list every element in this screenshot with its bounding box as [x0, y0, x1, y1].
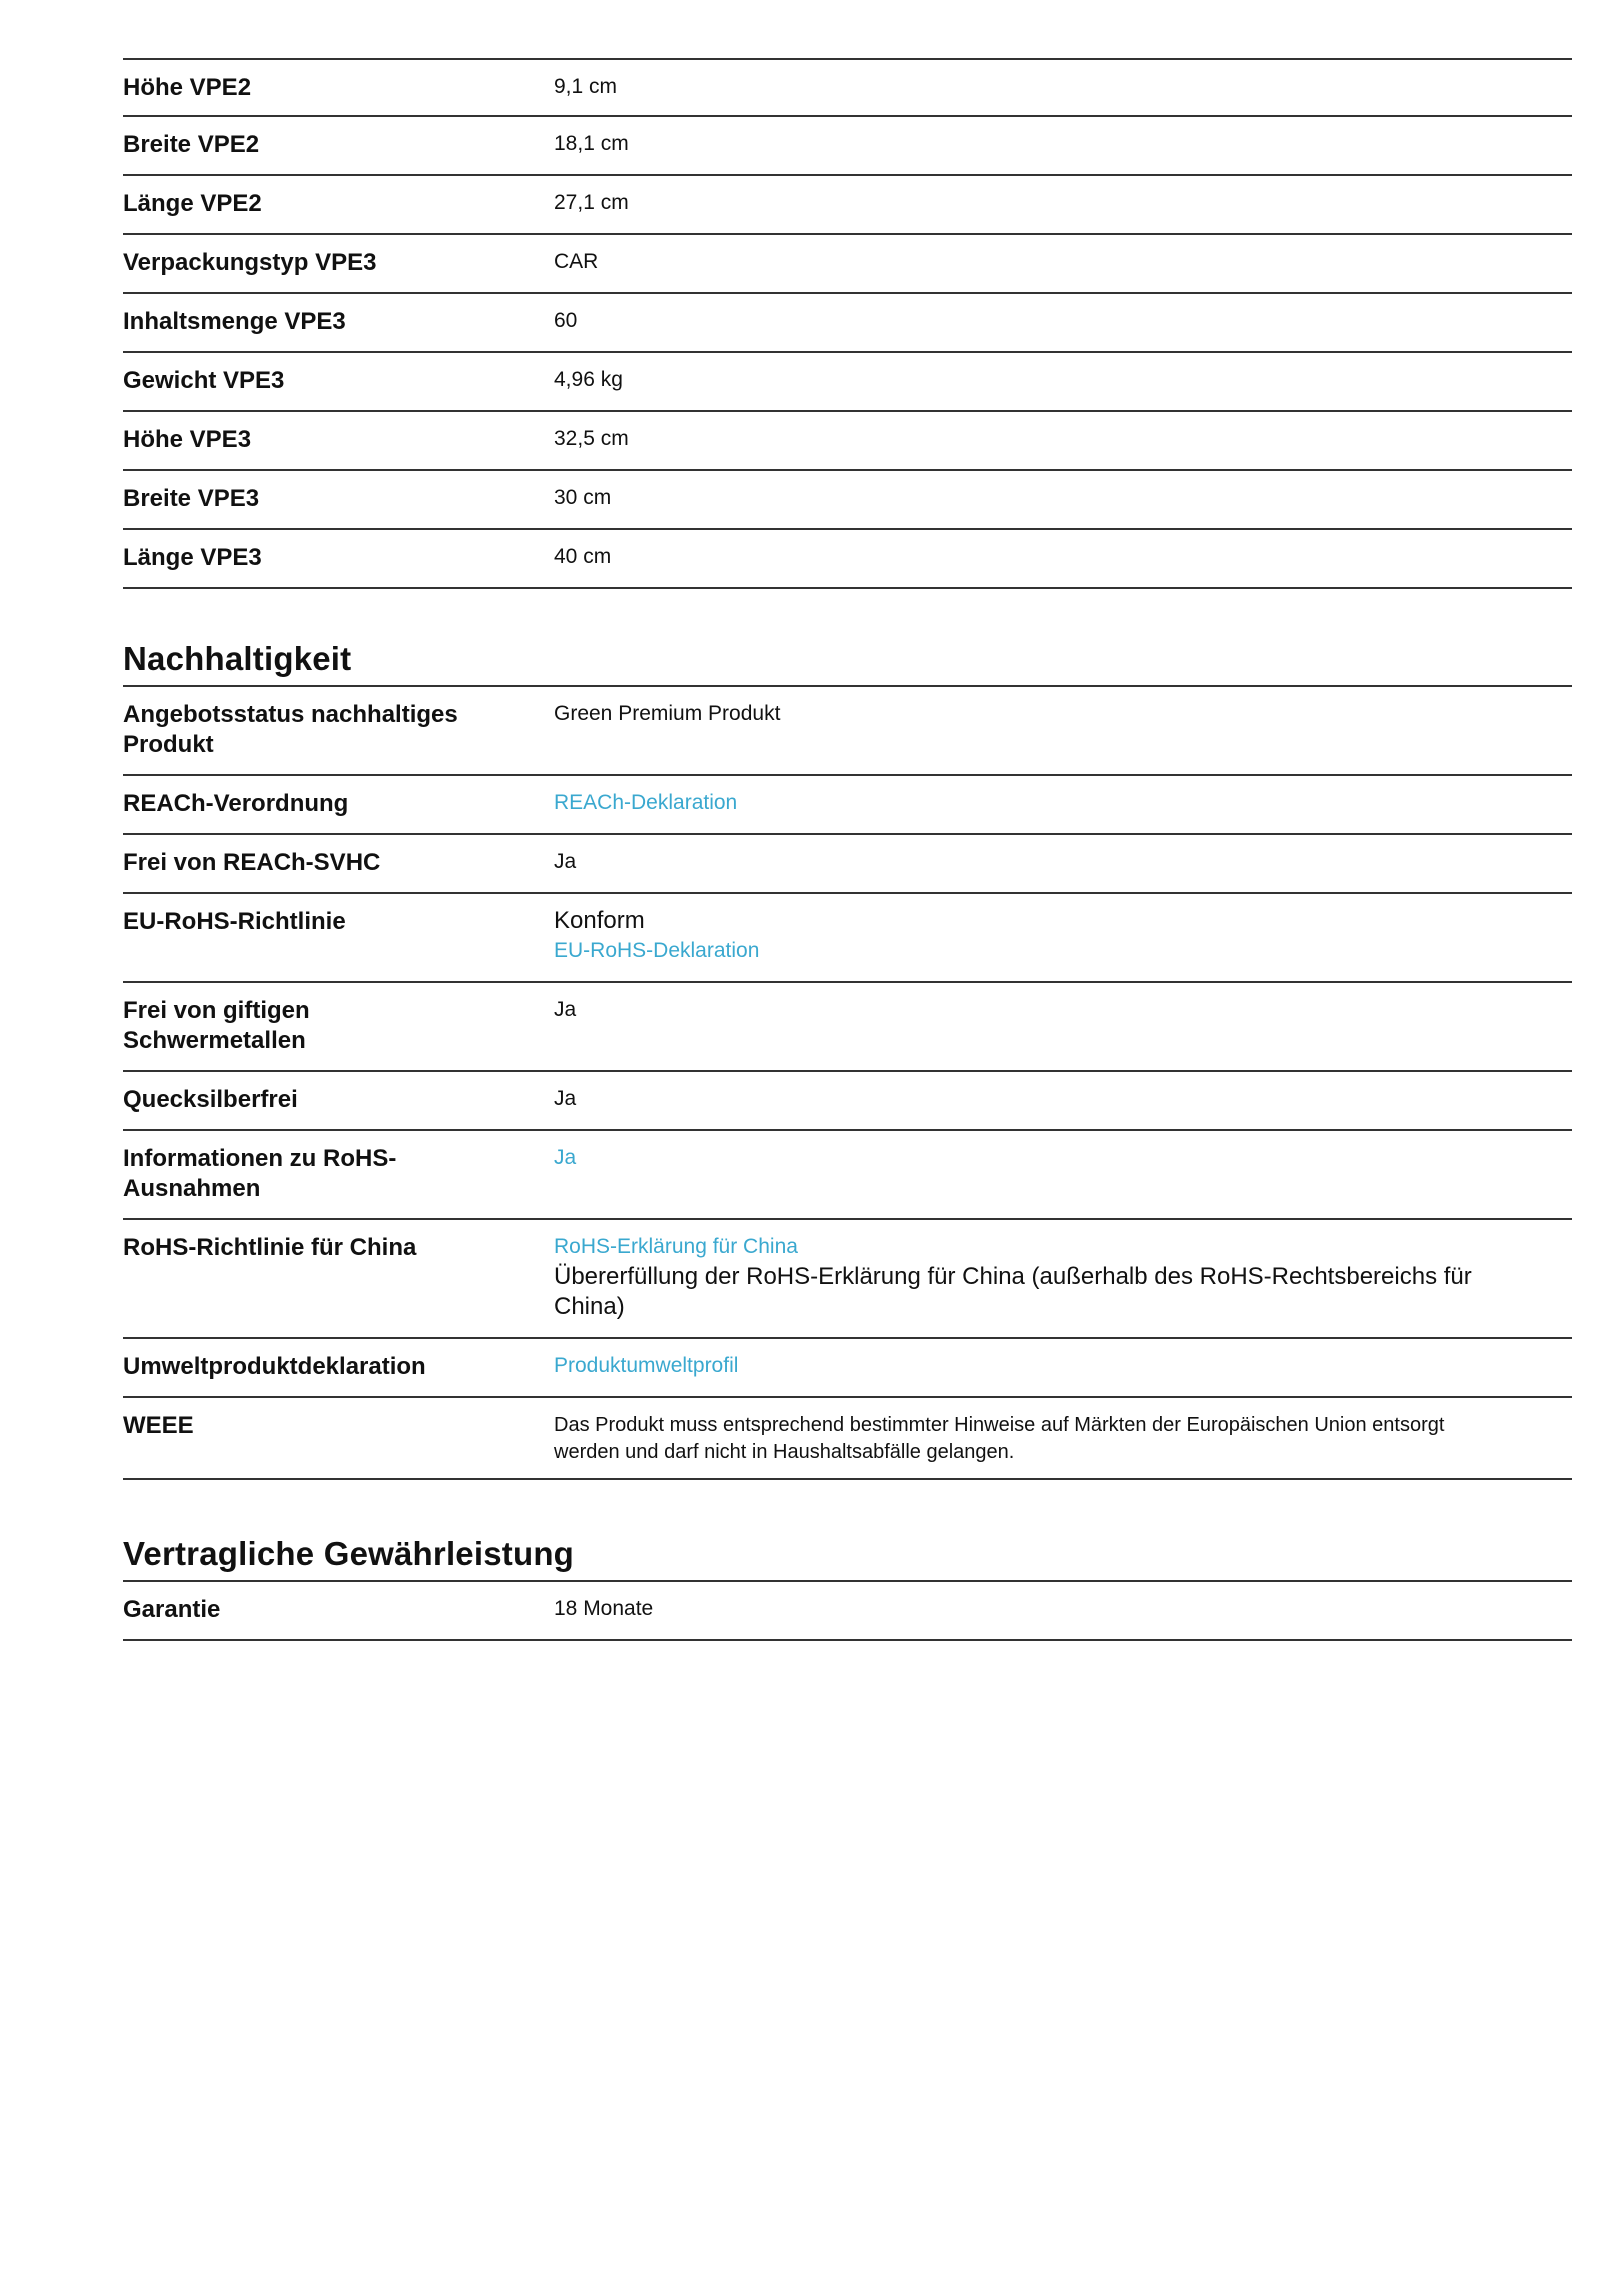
warranty-section — [123, 1534, 1572, 1641]
row-label: Garantie — [123, 1596, 221, 1623]
product-environmental-profile-link[interactable]: Produktumweltprofil — [554, 1354, 739, 1377]
row-value: CAR — [554, 250, 599, 273]
row-label: WEEE — [123, 1412, 194, 1439]
row-label: Breite VPE2 — [123, 131, 260, 158]
table-row — [123, 471, 1572, 530]
table-row — [123, 176, 1572, 235]
rohs-exceptions-link[interactable]: Ja — [554, 1146, 577, 1169]
row-value — [554, 1220, 1572, 1337]
table-row-env-declaration — [123, 1339, 1572, 1398]
table-row-reach — [123, 776, 1572, 835]
row-label-line: Schwermetallen — [123, 1027, 306, 1054]
row-label: REACh-Verordnung — [123, 790, 349, 817]
row-label: EU-RoHS-Richtlinie — [123, 908, 346, 935]
row-value — [554, 1339, 1572, 1396]
china-rohs-declaration-link[interactable]: RoHS-Erklärung für China — [554, 1235, 798, 1258]
row-label-line: Informationen zu RoHS- — [123, 1145, 397, 1172]
row-label: Höhe VPE3 — [123, 426, 252, 453]
row-value: 32,5 cm — [554, 427, 629, 450]
weee-text: werden und darf nicht in Haushaltsabfälle gelangen. — [554, 1441, 1015, 1463]
row-label: Quecksilberfrei — [123, 1086, 298, 1113]
spec-sheet — [123, 58, 1572, 1641]
row-value: Ja — [554, 998, 577, 1021]
table-row-weee — [123, 1398, 1572, 1480]
row-value: 30 cm — [554, 486, 612, 509]
table-row-reach-svhc — [123, 835, 1572, 894]
row-label: Inhaltsmenge VPE3 — [123, 308, 346, 335]
row-value: 60 — [554, 309, 578, 332]
table-row — [123, 58, 1572, 117]
row-label — [123, 1131, 554, 1218]
row-value: 18,1 cm — [554, 132, 629, 155]
section-title-warranty: Vertragliche Gewährleistung — [123, 1534, 1572, 1582]
section-title-sustainability: Nachhaltigkeit — [123, 639, 1572, 687]
row-value — [554, 1398, 1572, 1478]
china-rohs-text: China) — [554, 1293, 625, 1320]
row-value: Ja — [554, 1087, 577, 1110]
table-row — [123, 412, 1572, 471]
row-value: 9,1 cm — [554, 75, 618, 98]
china-rohs-text: Übererfüllung der RoHS-Erklärung für China (außerhalb des RoHS-Rechtsbereichs für — [554, 1263, 1472, 1290]
sustainability-section — [123, 639, 1572, 1480]
table-row — [123, 530, 1572, 589]
row-label — [123, 687, 554, 774]
row-label-line: Produkt — [123, 731, 214, 758]
row-value: 4,96 kg — [554, 368, 623, 391]
table-row — [123, 353, 1572, 412]
row-label: Länge VPE3 — [123, 544, 262, 571]
row-value: 40 cm — [554, 545, 612, 568]
row-value — [554, 894, 1572, 981]
table-row-toxic-metals — [123, 983, 1572, 1072]
row-value: Ja — [554, 850, 577, 873]
table-row-eu-rohs — [123, 894, 1572, 983]
table-row-rohs-exceptions — [123, 1131, 1572, 1220]
eu-rohs-status: Konform — [554, 907, 645, 934]
row-value — [554, 1131, 1572, 1218]
table-row-mercury — [123, 1072, 1572, 1131]
row-label-line: Angebotsstatus nachhaltiges — [123, 701, 458, 728]
table-row-offer-status — [123, 687, 1572, 776]
table-row — [123, 235, 1572, 294]
eu-rohs-declaration-link[interactable]: EU-RoHS-Deklaration — [554, 939, 760, 962]
row-value: Green Premium Produkt — [554, 702, 781, 725]
weee-text: Das Produkt muss entsprechend bestimmter Hinweise auf Märkten der Europäischen Union entsorgt — [554, 1414, 1445, 1436]
row-label: Breite VPE3 — [123, 485, 260, 512]
row-label-line: Frei von giftigen — [123, 997, 310, 1024]
row-label: Höhe VPE2 — [123, 74, 252, 101]
table-row — [123, 294, 1572, 353]
row-value — [554, 776, 1572, 833]
table-row-china-rohs — [123, 1220, 1572, 1339]
table-row — [123, 117, 1572, 176]
row-label: Verpackungstyp VPE3 — [123, 249, 377, 276]
row-label: Umweltproduktdeklaration — [123, 1353, 426, 1380]
row-value: 18 Monate — [554, 1597, 654, 1620]
row-label-line: Ausnahmen — [123, 1175, 261, 1202]
row-label — [123, 983, 554, 1070]
reach-declaration-link[interactable]: REACh-Deklaration — [554, 791, 738, 814]
row-label: Gewicht VPE3 — [123, 367, 285, 394]
row-label: RoHS-Richtlinie für China — [123, 1234, 417, 1261]
packaging-table — [123, 58, 1572, 589]
row-label: Frei von REACh-SVHC — [123, 849, 381, 876]
row-value: 27,1 cm — [554, 191, 629, 214]
row-label: Länge VPE2 — [123, 190, 262, 217]
table-row-warranty — [123, 1582, 1572, 1641]
